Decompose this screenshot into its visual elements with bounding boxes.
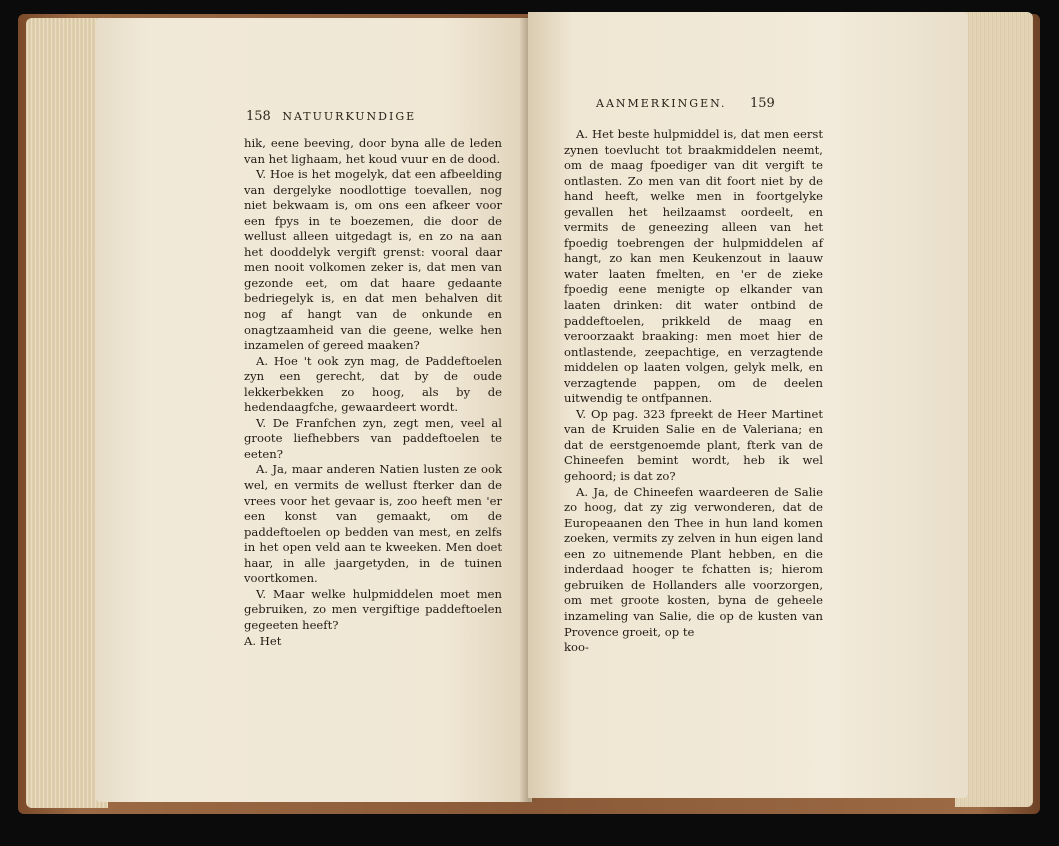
right-running-title: AANMERKINGEN. xyxy=(596,97,727,110)
left-body xyxy=(244,136,502,649)
right-running-head xyxy=(596,96,775,111)
right-page xyxy=(528,12,968,798)
left-running-head xyxy=(246,109,416,124)
left-paragraph: V. De Franfchen zyn, zegt men, veel al groote liefhebbers van paddeftoelen te eeten? xyxy=(244,415,502,461)
right-page-number: 159 xyxy=(750,96,775,111)
left-paragraph: hik, eene beeving, door byna alle de leden van het lighaam, het koud vuur en de dood. xyxy=(244,136,502,166)
left-paragraph: V. Maar welke hulpmiddelen moet men gebruiken, zo men vergiftige paddeftoelen gegeeten heeft? xyxy=(244,586,502,632)
left-running-title: NATUURKUNDIGE xyxy=(282,110,417,123)
right-paragraph: V. Op pag. 323 fpreekt de Heer Martinet van de Kruiden Salie en de Valeriana; en dat de eerstgenoemde plant, fterk van de Chineefen bemint wordt, heb ik wel gehoord; is dat zo? xyxy=(564,406,823,484)
right-body xyxy=(564,127,823,656)
left-page-number: 158 xyxy=(246,109,271,124)
left-paragraph: A. Ja, maar anderen Natien lusten ze ook wel, en vermits de wellust fterker dan de vrees voor het gevaar is, zoo heeft men 'er een konst van gemaakt, om de paddeftoelen op bedden van mest, en zelfs in het open veld aan te kweeken. Men doet haar, in alle jaargetyden, in de tuinen voortkomen. xyxy=(244,462,502,586)
left-catchword: A. Het xyxy=(244,633,282,648)
right-paragraph: A. Ja, de Chineefen waardeeren de Salie zo hoog, dat zy zig verwonderen, dat de Europeaanen den Thee in hun land komen zoeken, vermits zy zelven in hun eigen land een zo uitnemende Plant hebben, en die inderdaad hooger te fchatten is; hierom gebruiken de Hollanders alle voorzorgen, om met groote kosten, byna de geheele inzameling van Salie, die op de kusten van Provence groeit, op te xyxy=(564,484,823,639)
right-paragraph: A. Het beste hulpmiddel is, dat men eerst zynen toevlucht tot braakmiddelen neemt, om de maag fpoediger van dit vergift te ontlasten. Zo men van dit foort niet by de hand heeft, welke men in foortgelyke gevallen het heilzaamst oordeelt, en vermits de geneezing alleen van het fpoedig toebrengen der hulpmiddelen af hangt, zo kan men Keukenzout in laauw water laaten fmelten, en 'er de zieke fpoedig eene menigte op elkander van laaten drinken: dit water ontbind de paddeftoelen, prikkeld de maag en veroorzaakt braaking: men moet hier de ontlastende, zeepachtige, en verzagtende middelen op laaten volgen, gelyk melk, en verzagtende pappen, om de deelen uitwendig te ontfpannen. xyxy=(564,127,823,406)
right-catchword: koo- xyxy=(564,640,589,655)
left-paragraph: A. Hoe 't ook zyn mag, de Paddeftoelen zyn een gerecht, dat by de oude lekkerbekken zo hoog, als by de hedendaagfche, gewaardeert wordt. xyxy=(244,353,502,415)
left-paragraph: V. Hoe is het mogelyk, dat een afbeelding van dergelyke noodlottige toevallen, nog niet bekwaam is, om ons een afkeer voor een fpys in te boezemen, die door de wellust alleen uitgedagt is, en zo na aan het dooddelyk vergift grenst: vooral daar men nooit volkomen zeker is, dat men van gezonde eet, om dat haare gedaante bedriegelyk is, en dat men behalven dit nog af hangt van de onkunde en onagtzaamheid van die geene, welke hen inzamelen of gereed maaken? xyxy=(244,167,502,353)
left-page xyxy=(96,18,532,802)
